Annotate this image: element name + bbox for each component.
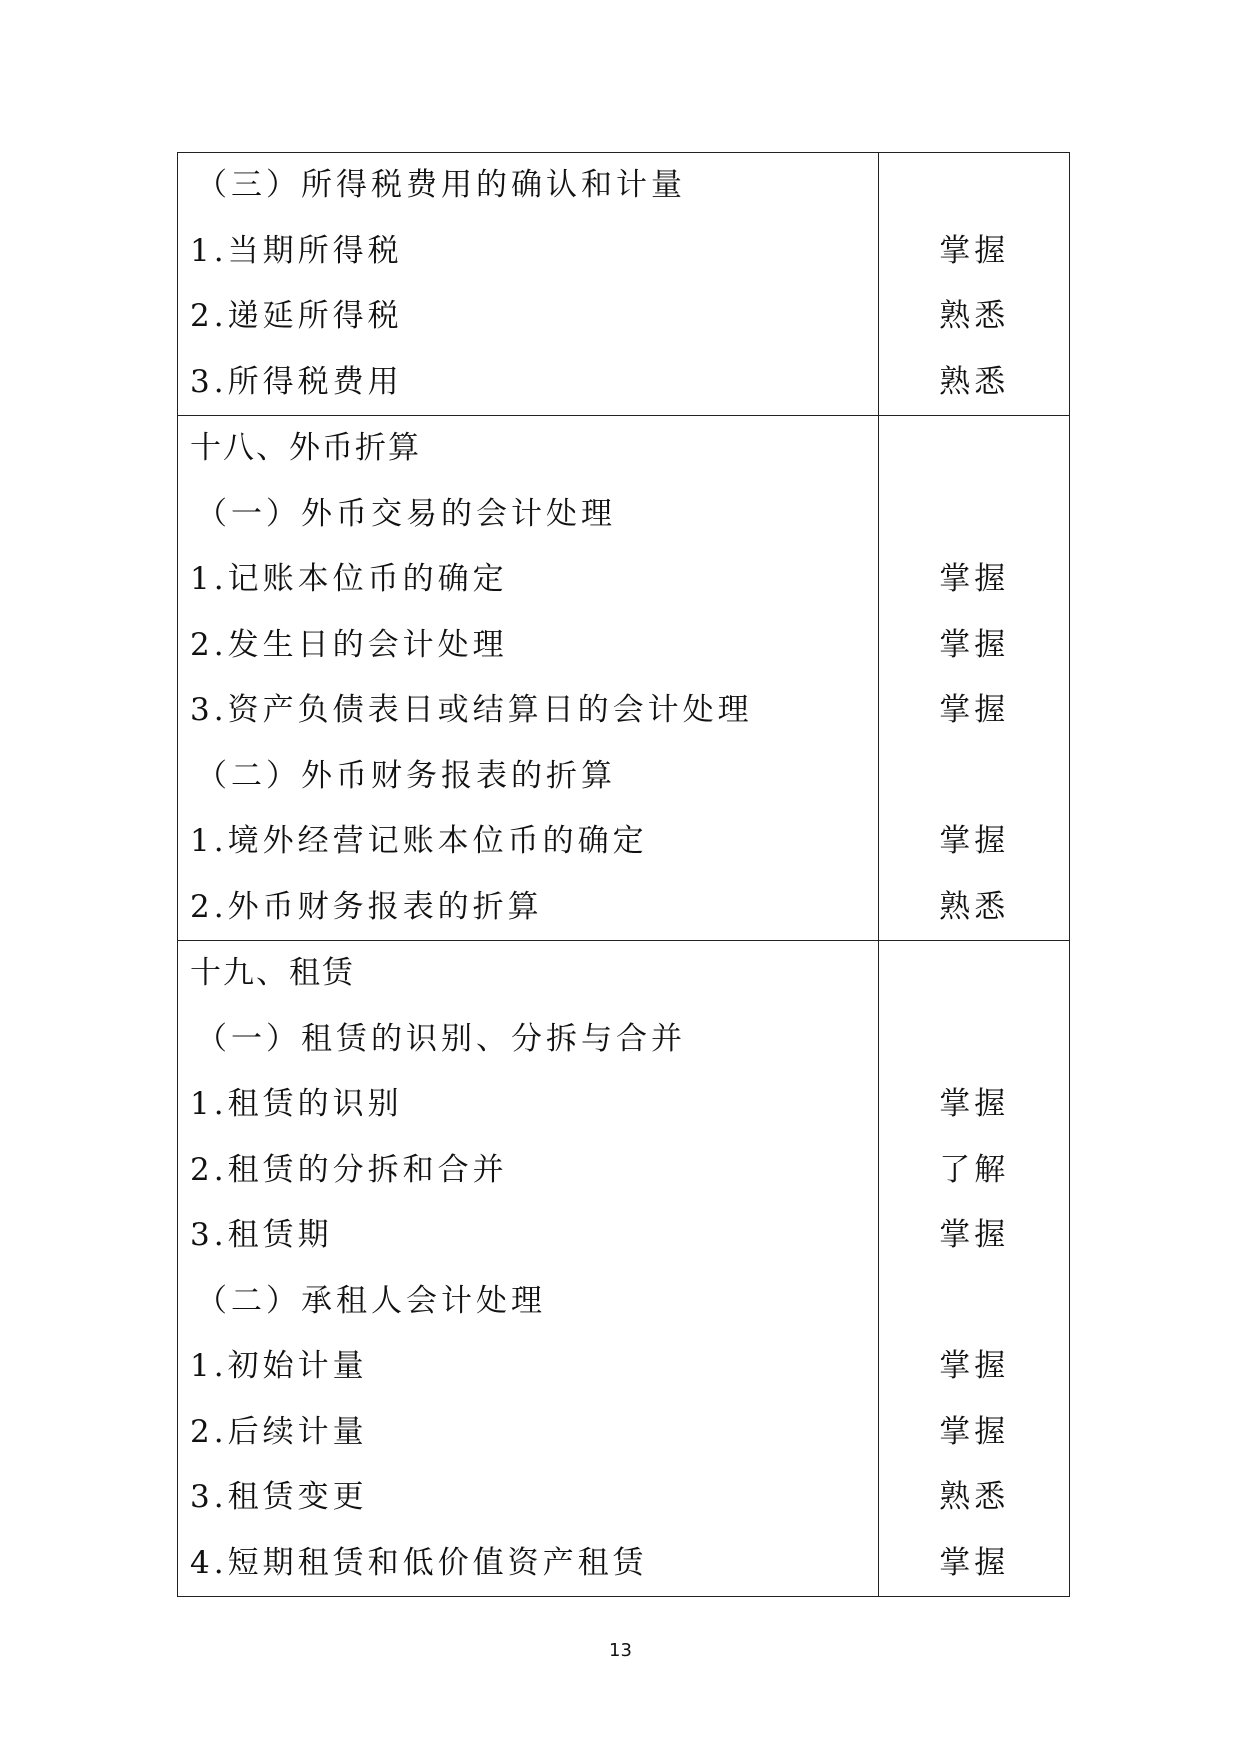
chapter-heading: 十八、外币折算 <box>190 430 421 466</box>
requirement-level: 掌握 <box>939 1348 1010 1384</box>
table-section-row <box>178 416 1070 941</box>
requirement-level: 熟悉 <box>939 1479 1010 1515</box>
requirement-level <box>879 482 1069 548</box>
table-section-row <box>178 153 1070 416</box>
requirement-level: 掌握 <box>939 626 1010 663</box>
level-cell <box>879 153 1070 416</box>
syllabus-item: 2.递延所得税 <box>190 298 403 334</box>
requirement-level: 掌握 <box>939 561 1010 597</box>
item-cell <box>178 941 879 1597</box>
subsection-title: （一）租赁的识别、分拆与合并 <box>196 1020 686 1057</box>
requirement-level: 掌握 <box>939 823 1010 859</box>
requirement-level: 掌握 <box>939 1413 1010 1450</box>
subsection-title: （二）外币财务报表的折算 <box>196 757 616 794</box>
requirement-level: 熟悉 <box>939 363 1010 400</box>
level-cell <box>879 941 1070 1597</box>
requirement-level: 掌握 <box>939 1544 1010 1581</box>
syllabus-item: 3.资产负债表日或结算日的会计处理 <box>190 692 753 728</box>
requirement-level: 掌握 <box>939 1217 1010 1253</box>
syllabus-item: 2.发生日的会计处理 <box>190 626 508 663</box>
syllabus-item: 3.所得税费用 <box>190 363 403 400</box>
syllabus-item: 2.后续计量 <box>190 1413 368 1450</box>
requirement-level <box>879 941 1069 1007</box>
requirement-level <box>879 744 1069 810</box>
item-cell <box>178 153 879 416</box>
requirement-level: 熟悉 <box>939 888 1010 925</box>
item-cell <box>178 416 879 941</box>
syllabus-item: 1.记账本位币的确定 <box>190 561 508 597</box>
level-cell <box>879 416 1070 941</box>
syllabus-item: 2.外币财务报表的折算 <box>190 888 543 925</box>
syllabus-item: 3.租赁期 <box>190 1217 333 1253</box>
syllabus-item: 3.租赁变更 <box>190 1479 368 1515</box>
chapter-heading: 十九、租赁 <box>190 955 355 991</box>
requirement-level <box>879 153 1069 219</box>
syllabus-table <box>177 152 1070 1597</box>
subsection-title: （三）所得税费用的确认和计量 <box>196 167 686 203</box>
requirement-level: 掌握 <box>939 232 1010 269</box>
requirement-level <box>879 1007 1069 1073</box>
requirement-level <box>879 416 1069 482</box>
subsection-title: （一）外币交易的会计处理 <box>196 495 616 532</box>
subsection-title: （二）承租人会计处理 <box>196 1282 546 1319</box>
requirement-level <box>879 1269 1069 1335</box>
requirement-level: 掌握 <box>939 692 1010 728</box>
requirement-level: 掌握 <box>939 1086 1010 1122</box>
syllabus-item: 4.短期租赁和低价值资产租赁 <box>190 1544 648 1581</box>
page-number: 13 <box>609 1640 632 1661</box>
syllabus-item: 1.境外经营记账本位币的确定 <box>190 823 648 859</box>
requirement-level: 熟悉 <box>939 298 1010 334</box>
syllabus-item: 2.租赁的分拆和合并 <box>190 1151 508 1188</box>
syllabus-item: 1.初始计量 <box>190 1348 368 1384</box>
syllabus-item: 1.租赁的识别 <box>190 1086 403 1122</box>
syllabus-item: 1.当期所得税 <box>190 232 403 269</box>
table-section-row <box>178 941 1070 1597</box>
requirement-level: 了解 <box>939 1151 1010 1188</box>
